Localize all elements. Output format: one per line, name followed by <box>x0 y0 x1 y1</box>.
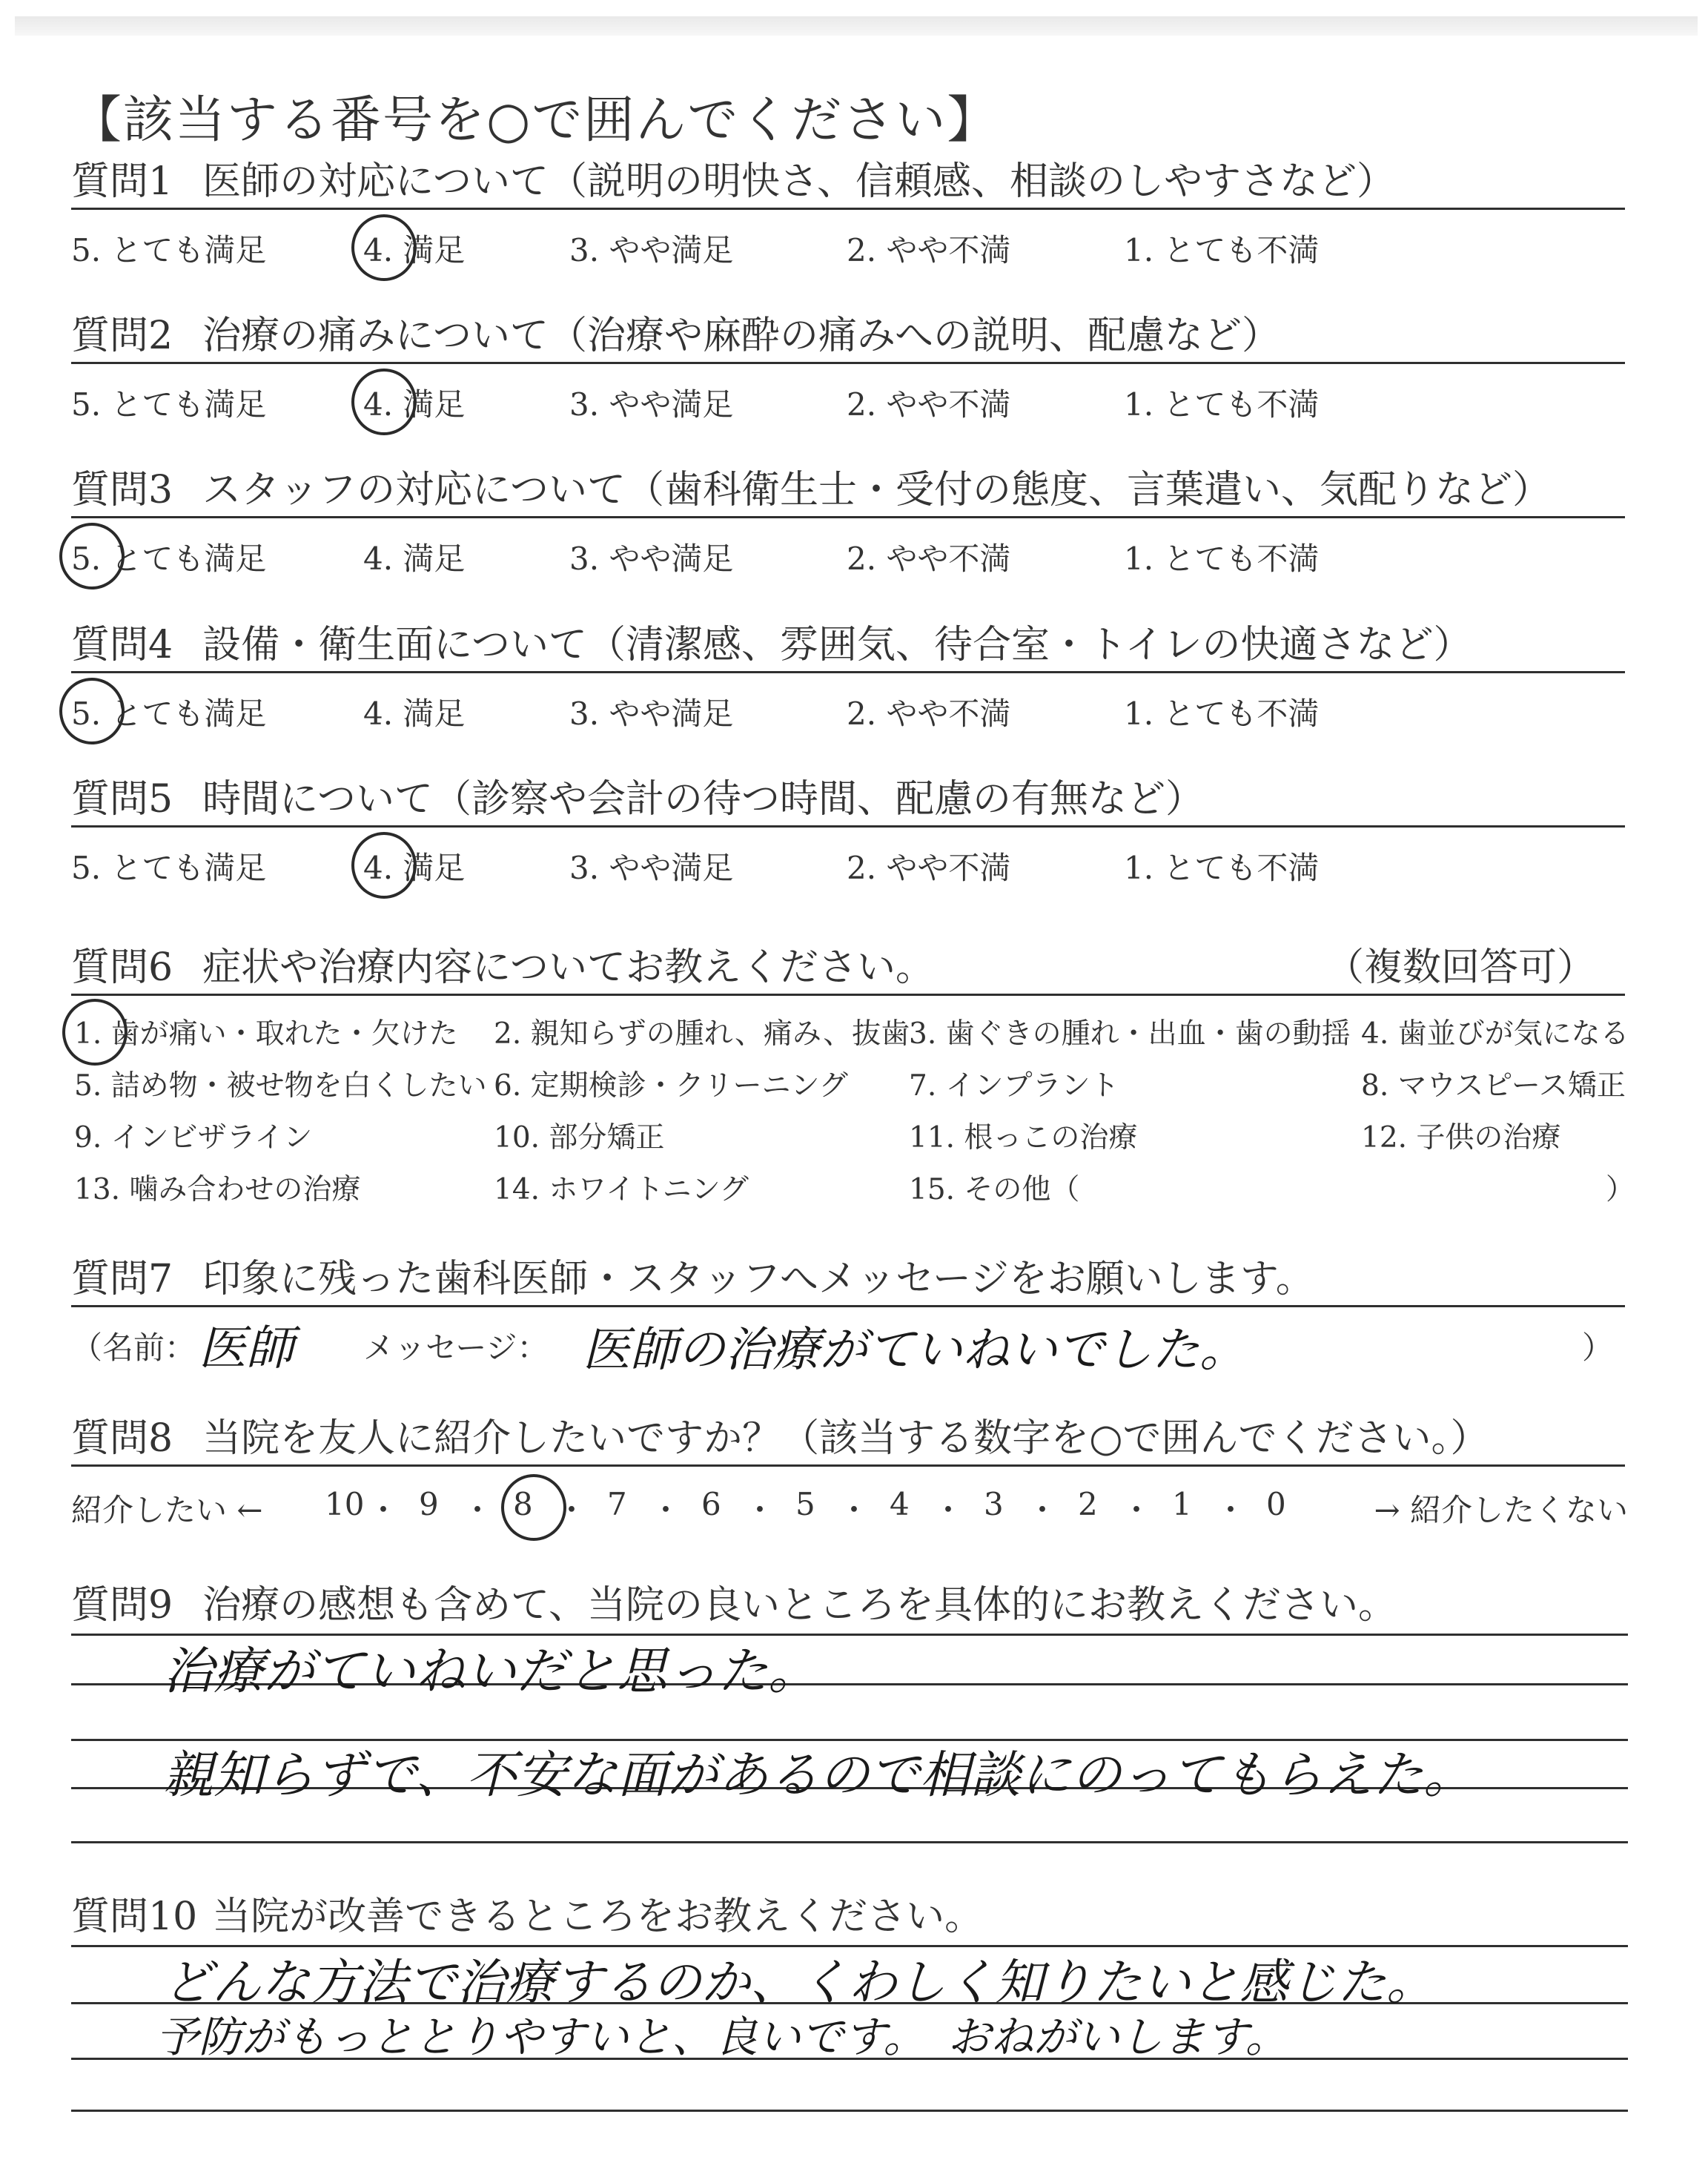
answer-options <box>71 210 1628 269</box>
symptom-option-10[interactable]: 10. 部分矯正 <box>494 1121 665 1155</box>
question-text: 医師の対応について（説明の明快さ、信頼感、相談のしやすさなど） <box>202 159 1395 204</box>
question-number: 質問1 <box>71 159 173 204</box>
scale-left-label: 紹介したい ← <box>71 1492 263 1528</box>
answer-options <box>71 364 1628 423</box>
answer-line <box>71 1841 1628 1843</box>
scale-separator: ・ <box>368 1492 400 1528</box>
scale-right-label: → 紹介したくない <box>1374 1492 1628 1528</box>
option-1[interactable]: 1. とても不満 <box>1124 850 1320 886</box>
question-9 <box>71 1579 1628 1631</box>
question-3 <box>71 464 1628 578</box>
option-5[interactable]: 5. とても満足 <box>71 690 266 734</box>
question-number: 質問10 <box>71 1895 198 1939</box>
symptom-option-2[interactable]: 2. 親知らずの腫れ、痛み、抜歯 <box>494 1017 910 1051</box>
message-label: メッセージ： <box>363 1330 549 1366</box>
option-3[interactable]: 3. やや満足 <box>569 541 734 577</box>
question-text: 治療の痛みについて（治療や麻酔の痛みへの説明、配慮など） <box>202 314 1281 358</box>
scan-top-edge <box>15 16 1698 36</box>
scale-value-6[interactable]: 6 <box>701 1486 721 1522</box>
scale-separator: ・ <box>744 1492 776 1528</box>
question-text: 症状や治療内容についてお教えください。 <box>202 945 935 990</box>
question-1 <box>71 156 1628 269</box>
scale-value-1[interactable]: 1 <box>1172 1486 1192 1522</box>
scale-value-2[interactable]: 2 <box>1078 1486 1098 1522</box>
scale-separator: ・ <box>1027 1492 1059 1528</box>
question-text: 設備・衛生面について（清潔感、雰囲気、待合室・トイレの快適さなど） <box>202 623 1472 667</box>
symptom-option-11[interactable]: 11. 根っこの治療 <box>909 1121 1138 1155</box>
symptom-option-6[interactable]: 6. 定期検診・クリーニング <box>494 1069 848 1103</box>
symptom-option-5[interactable]: 5. 詰め物・被せ物を白くしたい <box>74 1069 487 1103</box>
scale-value-9[interactable]: 9 <box>419 1486 439 1522</box>
option-4[interactable]: 4. 満足 <box>363 541 466 577</box>
scale-value-10[interactable]: 10 <box>325 1486 365 1522</box>
q9-answer-2[interactable]: 親知らずで、不安な面があるので相談にのってもらえた。 <box>163 1746 1474 1805</box>
question-number: 質問3 <box>71 468 173 512</box>
scale-separator: ・ <box>933 1492 964 1528</box>
question-4 <box>71 619 1628 733</box>
scale-separator: ・ <box>650 1492 682 1528</box>
question-number: 質問6 <box>71 945 173 990</box>
symptom-options <box>71 996 1635 1211</box>
scale-value-4[interactable]: 4 <box>890 1486 910 1522</box>
question-2 <box>71 310 1628 423</box>
option-3[interactable]: 3. やや満足 <box>569 386 734 423</box>
symptom-option-8[interactable]: 8. マウスピース矯正 <box>1361 1069 1626 1103</box>
option-1[interactable]: 1. とても不満 <box>1124 696 1320 732</box>
symptom-option-15[interactable]: 15. その他（ <box>909 1173 1080 1206</box>
q10-answer-2[interactable]: 予防がもっととりやすいと、良いです。 おねがいします。 <box>156 2012 1288 2062</box>
option-5[interactable]: 5. とても満足 <box>71 386 267 423</box>
form-header: 【該当する番号を○で囲んでください】 <box>71 91 999 150</box>
symptom-option-12[interactable]: 12. 子供の治療 <box>1361 1121 1561 1155</box>
option-4[interactable]: 4. 満足 <box>363 844 465 888</box>
scale-value-3[interactable]: 3 <box>984 1486 1004 1522</box>
answer-options <box>71 828 1628 887</box>
symptom-option-13[interactable]: 13. 噛み合わせの治療 <box>74 1173 361 1206</box>
question-text: 治療の感想も含めて、当院の良いところを具体的にお教えください。 <box>202 1583 1397 1628</box>
question-text: 印象に残った歯科医師・スタッフへメッセージをお願いします。 <box>202 1257 1314 1301</box>
option-5[interactable]: 5. とても満足 <box>71 850 267 886</box>
scale-separator: ・ <box>838 1492 870 1528</box>
answer-options <box>71 518 1628 578</box>
symptom-option-7[interactable]: 7. インプラント <box>909 1069 1119 1103</box>
question-text: 時間について（診察や会計の待つ時間、配慮の有無など） <box>202 777 1205 822</box>
question-number: 質問5 <box>71 777 173 822</box>
symptom-option-9[interactable]: 9. インビザライン <box>74 1121 313 1155</box>
question-number: 質問9 <box>71 1583 173 1628</box>
question-7 <box>71 1253 1628 1389</box>
scale-separator: ・ <box>1121 1492 1153 1528</box>
scale-separator: ・ <box>556 1492 588 1528</box>
symptom-option-1[interactable]: 1. 歯が痛い・取れた・欠けた <box>74 1011 458 1052</box>
other-close-paren: ） <box>1606 1173 1635 1206</box>
q10-answer-1[interactable]: どんな方法で治療するのか、くわしく知りたいと感じた。 <box>163 1954 1435 2011</box>
option-4[interactable]: 4. 満足 <box>363 226 465 271</box>
message-value[interactable]: 医師の治療がていねいでした。 <box>583 1323 1247 1378</box>
name-value[interactable]: 医師 <box>199 1321 294 1376</box>
option-3[interactable]: 3. やや満足 <box>569 232 734 268</box>
referral-scale <box>71 1467 1628 1533</box>
option-2[interactable]: 2. やや不満 <box>847 386 1011 423</box>
scale-value-8[interactable]: 8 <box>513 1486 533 1522</box>
option-2[interactable]: 2. やや不満 <box>847 541 1011 577</box>
scale-value-5[interactable]: 5 <box>795 1486 815 1522</box>
question-10 <box>71 1891 1628 1943</box>
question-number: 質問8 <box>71 1416 173 1461</box>
answer-options <box>71 673 1628 733</box>
question-number: 質問2 <box>71 314 173 358</box>
question-text: 当院を友人に紹介したいですか？（該当する数字を○で囲んでください。） <box>202 1416 1489 1461</box>
option-4[interactable]: 4. 満足 <box>363 696 466 732</box>
message-row <box>71 1307 1628 1389</box>
option-1[interactable]: 1. とても不満 <box>1124 541 1320 577</box>
name-label: （名前： <box>71 1330 196 1366</box>
q9-answer-1[interactable]: 治療がていねいだと思った。 <box>163 1642 819 1701</box>
question-text: スタッフの対応について（歯科衛生士・受付の態度、言葉遣い、気配りなど） <box>202 468 1552 512</box>
answer-line <box>71 2110 1628 2112</box>
option-3[interactable]: 3. やや満足 <box>569 696 734 732</box>
question-8 <box>71 1413 1628 1533</box>
close-paren: ） <box>1581 1330 1613 1366</box>
option-2[interactable]: 2. やや不満 <box>847 696 1011 732</box>
multiple-answer-note: （複数回答可） <box>1325 945 1595 990</box>
option-5[interactable]: 5. とても満足 <box>71 535 266 579</box>
scale-separator: ・ <box>1215 1492 1247 1528</box>
question-6 <box>71 942 1635 1211</box>
scale-value-0[interactable]: 0 <box>1266 1486 1286 1522</box>
question-number: 質問4 <box>71 623 173 667</box>
scale-value-7[interactable]: 7 <box>607 1486 627 1522</box>
option-5[interactable]: 5. とても満足 <box>71 232 267 268</box>
symptom-option-14[interactable]: 14. ホワイトニング <box>494 1173 749 1206</box>
scale-separator: ・ <box>462 1492 494 1528</box>
question-5 <box>71 773 1628 887</box>
question-number: 質問7 <box>71 1257 173 1301</box>
option-1[interactable]: 1. とても不満 <box>1124 232 1320 268</box>
symptom-option-3[interactable]: 3. 歯ぐきの腫れ・出血・歯の動揺 <box>909 1017 1351 1051</box>
option-3[interactable]: 3. やや満足 <box>569 850 734 886</box>
option-2[interactable]: 2. やや不満 <box>847 232 1011 268</box>
option-2[interactable]: 2. やや不満 <box>847 850 1011 886</box>
symptom-option-4[interactable]: 4. 歯並びが気になる <box>1361 1017 1629 1051</box>
question-text: 当院が改善できるところをお教えください。 <box>212 1895 984 1939</box>
option-1[interactable]: 1. とても不満 <box>1124 386 1320 423</box>
option-4[interactable]: 4. 満足 <box>363 380 465 425</box>
